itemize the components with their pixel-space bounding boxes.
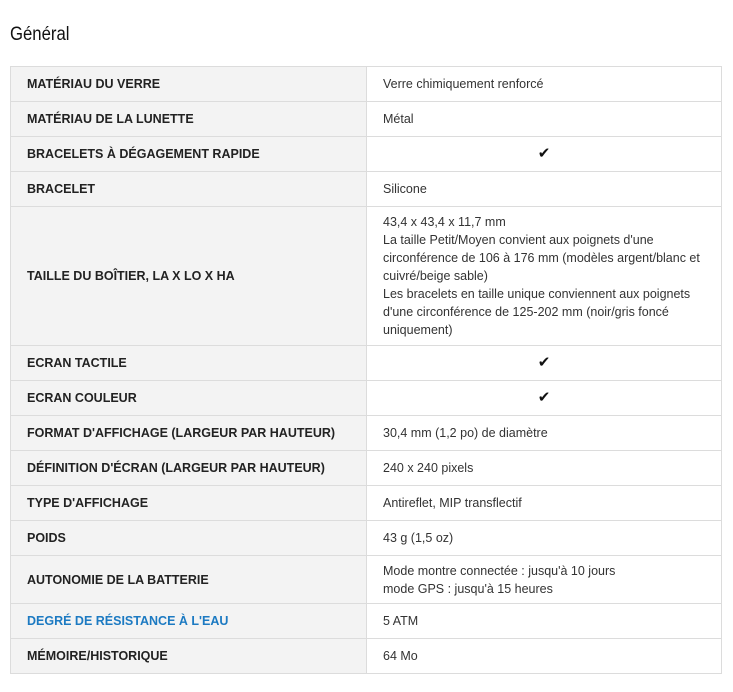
- spec-value-line: 43,4 x 43,4 x 11,7 mm: [383, 215, 506, 229]
- spec-row-weight: [11, 521, 722, 556]
- spec-row-quick-release-bands: [11, 137, 722, 172]
- water-rating-link[interactable]: DEGRÉ DE RÉSISTANCE À L'EAU: [11, 604, 367, 639]
- spec-label: TYPE D'AFFICHAGE: [11, 486, 367, 521]
- spec-value: Verre chimiquement renforcé: [367, 67, 722, 102]
- spec-label: AUTONOMIE DE LA BATTERIE: [11, 556, 367, 604]
- spec-value: 5 ATM: [367, 604, 722, 639]
- spec-label: ECRAN TACTILE: [11, 346, 367, 381]
- spec-row-display-resolution: [11, 451, 722, 486]
- spec-label: TAILLE DU BOÎTIER, LA X LO X HA: [11, 207, 367, 346]
- spec-row-display-type: [11, 486, 722, 521]
- spec-label: MATÉRIAU DU VERRE: [11, 67, 367, 102]
- spec-value: 30,4 mm (1,2 po) de diamètre: [367, 416, 722, 451]
- spec-value: 64 Mo: [367, 639, 722, 674]
- spec-row-case-size: [11, 207, 722, 346]
- spec-value: [367, 137, 722, 172]
- spec-value: 240 x 240 pixels: [367, 451, 722, 486]
- spec-label: ECRAN COULEUR: [11, 381, 367, 416]
- spec-value-line: La taille Petit/Moyen convient aux poignets d'une circonférence de 106 à 176 mm (modèles argent/blanc et cuivré/beige sable): [383, 233, 700, 283]
- spec-row-glass-material: [11, 67, 722, 102]
- spec-value: 43 g (1,5 oz): [367, 521, 722, 556]
- spec-value: [367, 346, 722, 381]
- spec-value: [367, 556, 722, 604]
- spec-row-water-rating: [11, 604, 722, 639]
- spec-label: POIDS: [11, 521, 367, 556]
- spec-value-line: Les bracelets en taille unique conviennent aux poignets d'une circonférence de 125-202 mm (noir/gris foncé uniquement): [383, 287, 691, 337]
- checkmark-icon: ✔: [537, 145, 551, 162]
- spec-label: MATÉRIAU DE LA LUNETTE: [11, 102, 367, 137]
- section-title: Général: [10, 24, 70, 45]
- spec-label: BRACELET: [11, 172, 367, 207]
- spec-row-memory: [11, 639, 722, 674]
- spec-row-color-display: [11, 381, 722, 416]
- specs-table: [10, 66, 722, 674]
- spec-row-touchscreen: [11, 346, 722, 381]
- spec-value: [367, 207, 722, 346]
- spec-row-band: [11, 172, 722, 207]
- spec-value: Antireflet, MIP transflectif: [367, 486, 722, 521]
- spec-value: Silicone: [367, 172, 722, 207]
- spec-label: BRACELETS À DÉGAGEMENT RAPIDE: [11, 137, 367, 172]
- spec-label: FORMAT D'AFFICHAGE (LARGEUR PAR HAUTEUR): [11, 416, 367, 451]
- checkmark-icon: ✔: [537, 354, 551, 371]
- spec-value: [367, 381, 722, 416]
- spec-row-battery-life: [11, 556, 722, 604]
- spec-label: DÉFINITION D'ÉCRAN (LARGEUR PAR HAUTEUR): [11, 451, 367, 486]
- spec-row-display-size: [11, 416, 722, 451]
- spec-row-bezel-material: [11, 102, 722, 137]
- spec-value-line: mode GPS : jusqu'à 15 heures: [383, 581, 553, 596]
- spec-value: Métal: [367, 102, 722, 137]
- checkmark-icon: ✔: [537, 389, 551, 406]
- spec-value-line: Mode montre connectée : jusqu'à 10 jours: [383, 563, 616, 578]
- spec-label: MÉMOIRE/HISTORIQUE: [11, 639, 367, 674]
